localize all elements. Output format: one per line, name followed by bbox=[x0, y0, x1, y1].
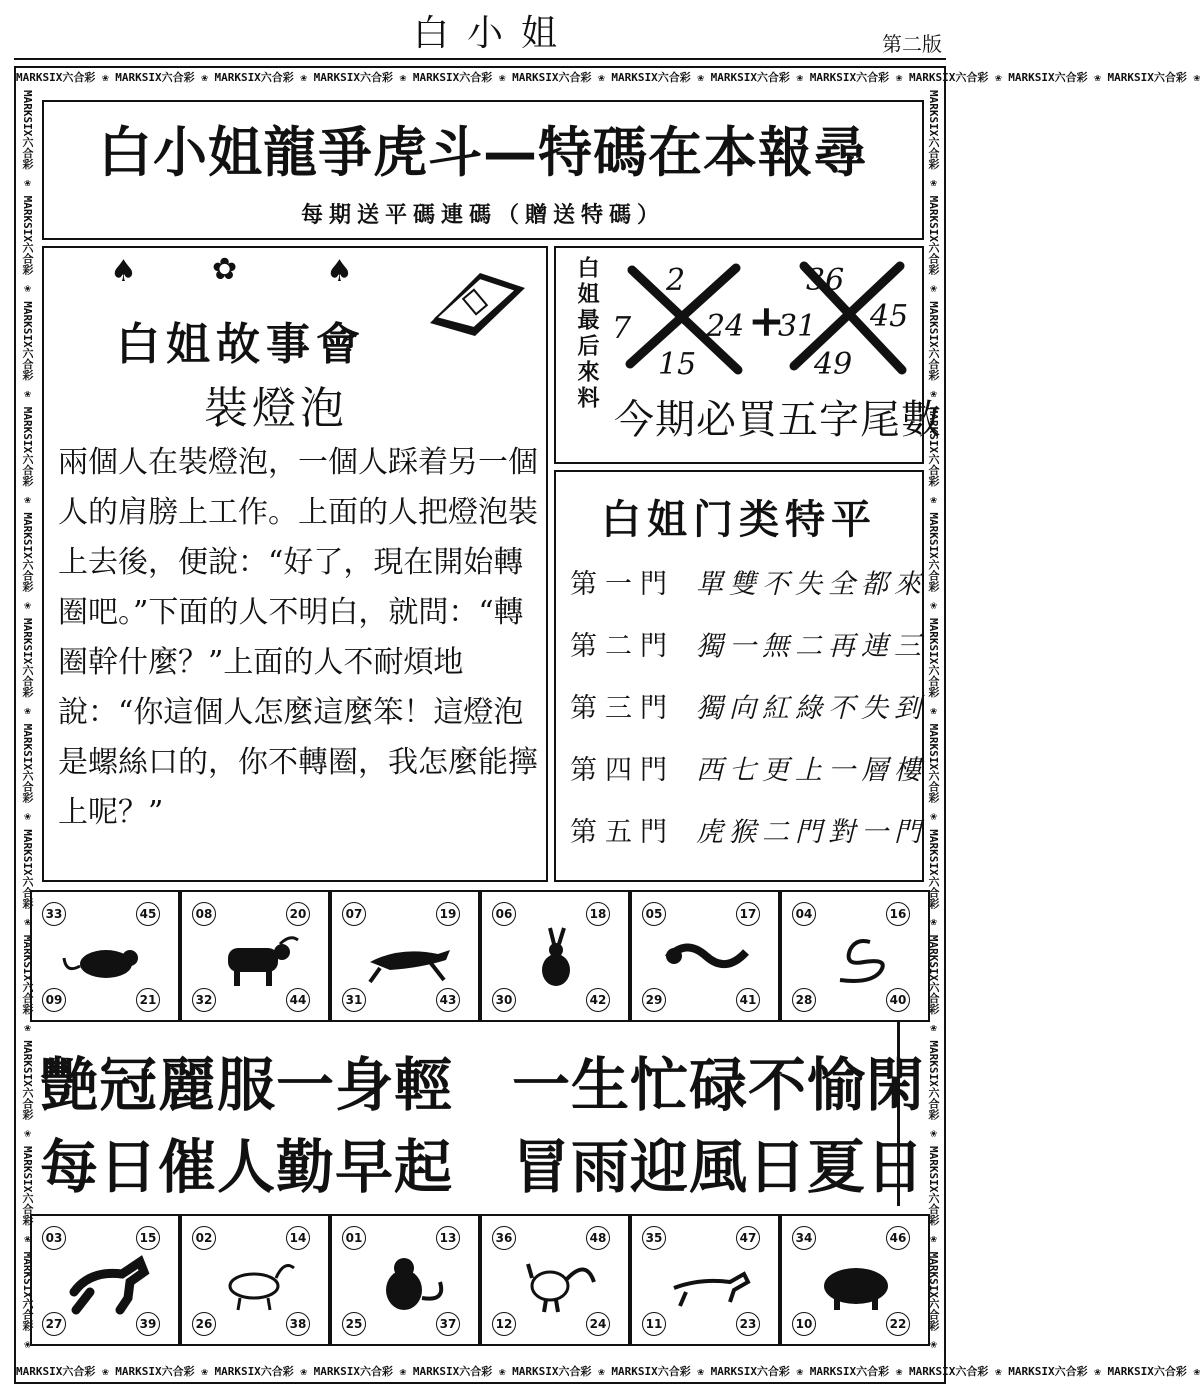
number-ball: 25 bbox=[342, 1312, 366, 1336]
number-ball: 46 bbox=[886, 1226, 910, 1250]
numbers-diagram bbox=[608, 254, 920, 382]
headline-title: 白小姐龍爭虎斗—特碼在本報尋 bbox=[98, 121, 868, 184]
rooster-icon bbox=[510, 1252, 602, 1312]
diagram-number: 31 bbox=[778, 309, 817, 344]
diagram-number: 15 bbox=[658, 347, 697, 382]
number-ball: 21 bbox=[136, 988, 160, 1012]
number-ball: 17 bbox=[736, 902, 760, 926]
zodiac-cell-ox bbox=[180, 890, 330, 1022]
zodiac-cell-rabbit bbox=[480, 890, 630, 1022]
door-label: 第三門 bbox=[570, 693, 675, 724]
door-value: 西七更上一層樓 bbox=[696, 755, 927, 786]
story-subtitle: 裝燈泡 bbox=[204, 383, 348, 434]
zodiac-cell-horse bbox=[30, 1214, 180, 1346]
door-row bbox=[570, 810, 927, 866]
book-icon bbox=[420, 268, 530, 338]
number-ball: 48 bbox=[586, 1226, 610, 1250]
zodiac-cell-rat bbox=[30, 890, 180, 1022]
zodiac-cell-goat bbox=[180, 1214, 330, 1346]
number-ball: 06 bbox=[492, 902, 516, 926]
latest-label: 白姐最后來料 bbox=[574, 256, 599, 412]
zodiac-row-top bbox=[30, 890, 930, 1022]
monkey-icon bbox=[360, 1252, 452, 1312]
zodiac-row-bottom bbox=[30, 1214, 930, 1346]
number-ball: 12 bbox=[492, 1312, 516, 1336]
number-ball: 43 bbox=[436, 988, 460, 1012]
headline-subtitle: 每期送平碼連碼（贈送特碼） bbox=[300, 203, 665, 228]
number-ball: 44 bbox=[286, 988, 310, 1012]
door-row bbox=[570, 748, 927, 804]
number-ball: 13 bbox=[436, 1226, 460, 1250]
door-label: 第五門 bbox=[570, 817, 675, 848]
number-ball: 30 bbox=[492, 988, 516, 1012]
border-strip-bottom: MARKSIX六合彩 ❀ MARKSIX六合彩 ❀ MARKSIX六合彩 ❀ MARKSIX六合彩 ❀ MARKSIX六合彩 ❀ MARKSIX六合彩 ❀ MARKSIX六合彩 ❀ MARKSIX六合彩 ❀ MARKSIX六合彩 ❀ MARKSIX六合彩 ❀ MARKSIX六合彩 ❀ MARKSIX六合彩 ❀ bbox=[16, 1365, 1200, 1378]
door-label: 第四門 bbox=[570, 755, 675, 786]
number-ball: 10 bbox=[792, 1312, 816, 1336]
number-ball: 38 bbox=[286, 1312, 310, 1336]
number-ball: 02 bbox=[192, 1226, 216, 1250]
door-value: 虎猴二門對一門 bbox=[696, 817, 927, 848]
goat-icon bbox=[210, 1252, 302, 1312]
number-ball: 08 bbox=[192, 902, 216, 926]
number-ball: 18 bbox=[586, 902, 610, 926]
rabbit-icon bbox=[510, 928, 602, 988]
number-ball: 37 bbox=[436, 1312, 460, 1336]
zodiac-cell-tiger bbox=[330, 890, 480, 1022]
number-ball: 22 bbox=[886, 1312, 910, 1336]
zodiac-cell-rooster bbox=[480, 1214, 630, 1346]
tulip-icon: ♠ bbox=[110, 254, 137, 289]
number-ball: 36 bbox=[492, 1226, 516, 1250]
tulip-icon: ♠ bbox=[326, 254, 353, 289]
diagram-number: 24 bbox=[706, 309, 745, 344]
number-ball: 28 bbox=[792, 988, 816, 1012]
zodiac-cell-dog bbox=[630, 1214, 780, 1346]
number-ball: 20 bbox=[286, 902, 310, 926]
number-ball: 07 bbox=[342, 902, 366, 926]
horse-icon bbox=[60, 1252, 152, 1312]
border-strip-top: MARKSIX六合彩 ❀ MARKSIX六合彩 ❀ MARKSIX六合彩 ❀ MARKSIX六合彩 ❀ MARKSIX六合彩 ❀ MARKSIX六合彩 ❀ MARKSIX六合彩 ❀ MARKSIX六合彩 ❀ MARKSIX六合彩 ❀ MARKSIX六合彩 ❀ MARKSIX六合彩 ❀ MARKSIX六合彩 ❀ bbox=[16, 71, 1200, 84]
number-ball: 23 bbox=[736, 1312, 760, 1336]
zodiac-cell-snake bbox=[780, 890, 930, 1022]
number-ball: 27 bbox=[42, 1312, 66, 1336]
number-ball: 45 bbox=[136, 902, 160, 926]
zodiac-cell-dragon bbox=[630, 890, 780, 1022]
diagram-number: 2 bbox=[666, 263, 686, 298]
border-strip-right: MARKSIX六合彩 ❀ MARKSIX六合彩 ❀ MARKSIX六合彩 ❀ MARKSIX六合彩 ❀ MARKSIX六合彩 ❀ MARKSIX六合彩 ❀ MARKSIX六合彩 ❀ MARKSIX六合彩 ❀ MARKSIX六合彩 ❀ MARKSIX六合彩 ❀ MARKSIX六合彩 ❀ MARKSIX六合彩 ❀ bbox=[927, 90, 940, 1351]
border-strip-left: MARKSIX六合彩 ❀ MARKSIX六合彩 ❀ MARKSIX六合彩 ❀ MARKSIX六合彩 ❀ MARKSIX六合彩 ❀ MARKSIX六合彩 ❀ MARKSIX六合彩 ❀ MARKSIX六合彩 ❀ MARKSIX六合彩 ❀ MARKSIX六合彩 ❀ MARKSIX六合彩 ❀ MARKSIX六合彩 ❀ bbox=[21, 90, 34, 1351]
poem-box bbox=[30, 1022, 926, 1206]
number-ball: 40 bbox=[886, 988, 910, 1012]
number-ball: 11 bbox=[642, 1312, 666, 1336]
door-label: 第一門 bbox=[570, 569, 675, 600]
doors-box bbox=[554, 470, 927, 882]
diagram-number: 49 bbox=[814, 347, 853, 382]
diagram-number: + bbox=[748, 296, 785, 347]
door-value: 獨向紅綠不失到 bbox=[696, 693, 927, 724]
ox-icon bbox=[210, 928, 302, 988]
number-ball: 35 bbox=[642, 1226, 666, 1250]
page-header bbox=[14, 8, 946, 60]
number-ball: 04 bbox=[792, 902, 816, 926]
number-ball: 42 bbox=[586, 988, 610, 1012]
dog-icon bbox=[660, 1252, 752, 1312]
poem-line-1: 艷冠麗服一身輕 一生忙碌不愉閑 bbox=[40, 1051, 926, 1119]
flower-icon: ✿ bbox=[212, 252, 238, 287]
headline-box bbox=[42, 100, 924, 240]
diagram-number: 45 bbox=[870, 299, 909, 334]
door-row bbox=[570, 562, 927, 618]
door-row bbox=[570, 624, 927, 680]
latest-banner: 今期必買五字尾數 bbox=[614, 397, 942, 443]
zodiac-cell-monkey bbox=[330, 1214, 480, 1346]
number-ball: 26 bbox=[192, 1312, 216, 1336]
number-ball: 19 bbox=[436, 902, 460, 926]
dragon-icon bbox=[660, 928, 752, 988]
number-ball: 15 bbox=[136, 1226, 160, 1250]
number-ball: 01 bbox=[342, 1226, 366, 1250]
pig-icon bbox=[810, 1252, 902, 1312]
number-ball: 34 bbox=[792, 1226, 816, 1250]
rat-icon bbox=[60, 928, 152, 988]
number-ball: 33 bbox=[42, 902, 66, 926]
number-ball: 32 bbox=[192, 988, 216, 1012]
door-label: 第二門 bbox=[570, 631, 675, 662]
door-value: 單雙不失全都來 bbox=[696, 569, 927, 600]
edition-label: 第二版 bbox=[882, 32, 942, 56]
poem-line-2: 每日催人勤早起 冒雨迎風日夏日 bbox=[40, 1133, 926, 1201]
number-ball: 16 bbox=[886, 902, 910, 926]
number-ball: 41 bbox=[736, 988, 760, 1012]
number-ball: 09 bbox=[42, 988, 66, 1012]
latest-numbers-box bbox=[554, 246, 942, 464]
diagram-number: 7 bbox=[612, 311, 632, 346]
zodiac-cell-pig bbox=[780, 1214, 930, 1346]
story-box bbox=[42, 246, 548, 882]
tiger-icon bbox=[360, 928, 452, 988]
number-ball: 03 bbox=[42, 1226, 66, 1250]
number-ball: 39 bbox=[136, 1312, 160, 1336]
door-row bbox=[570, 686, 927, 742]
number-ball: 47 bbox=[736, 1226, 760, 1250]
doors-title: 白姐门类特平 bbox=[601, 497, 877, 543]
diagram-number: 36 bbox=[806, 263, 845, 298]
story-text: 兩個人在裝燈泡，一個人踩着另一個人的肩膀上工作。上面的人把燈泡裝上去後，便說：“好了，現在開始轉圈吧。”下面的人不明白，就問：“轉圈幹什麼？”上面的人不耐煩地說：“你這個人怎麼這麼笨！這燈泡是螺絲口的，你不轉圈，我怎麼能擰上呢？” bbox=[58, 445, 538, 830]
number-ball: 14 bbox=[286, 1226, 310, 1250]
story-title: 白姐故事會 bbox=[116, 319, 366, 370]
newspaper-title: 白小姐 bbox=[412, 13, 575, 54]
snake-icon bbox=[810, 928, 902, 988]
door-value: 獨一無二再連三 bbox=[696, 631, 927, 662]
number-ball: 31 bbox=[342, 988, 366, 1012]
number-ball: 29 bbox=[642, 988, 666, 1012]
number-ball: 24 bbox=[586, 1312, 610, 1336]
number-ball: 05 bbox=[642, 902, 666, 926]
